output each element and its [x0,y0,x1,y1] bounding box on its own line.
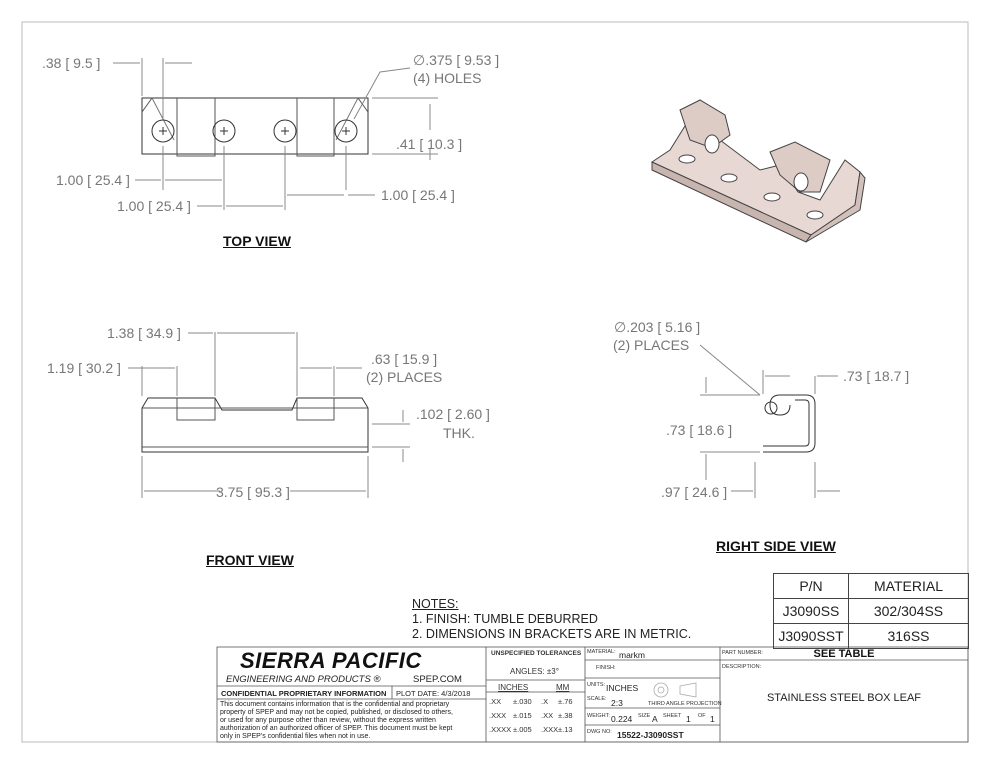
table-header-row [774,574,969,599]
dim-side-base: .97 [ 24.6 ] [661,484,728,500]
sheet-total: 1 [710,714,715,724]
dim-thk: .102 [ 2.60 ] [416,406,490,422]
dim-spacing-a: 1.00 [ 25.4 ] [56,172,130,188]
right-side-view-title: RIGHT SIDE VIEW [716,538,836,554]
units-value: INCHES [606,683,639,693]
projection-label: THIRD ANGLE PROJECTION [648,701,722,707]
company-subtitle: ENGINEERING AND PRODUCTS ® [226,674,381,685]
dim-length: 3.75 [ 95.3 ] [216,484,290,500]
sheet-label: SHEET [663,713,682,719]
notes-heading: NOTES: [412,597,459,611]
dim-pin-dia: ∅.203 [ 5.16 ] [614,319,701,335]
dim-outer: 1.19 [ 30.2 ] [47,360,121,376]
side-profile [763,395,815,452]
dim-side-height: .73 [ 18.6 ] [666,422,733,438]
weight-label: WEIGHT: [587,713,610,719]
table-row [774,599,969,624]
dim-edge-offset: .38 [ 9.5 ] [42,55,101,71]
dim-pin-note: (2) PLACES [613,337,690,353]
isometric-view [652,100,865,242]
tolerance-row: .XXX ±.015 .XX ±.38 [489,711,573,720]
company-website: SPEP.COM [413,674,462,685]
scale-value: 2:3 [611,698,623,708]
dim-hole-dia: ∅.375 [ 9.53 ] [413,52,500,68]
size-label: SIZE [638,713,651,719]
description-value: STAINLESS STEEL BOX LEAF [766,692,922,704]
tolerance-row: .XX ±.030 .X ±.76 [489,697,573,706]
dim-top-height: .41 [ 10.3 ] [396,136,463,152]
dwg-label: DWG NO: [587,729,612,735]
note-item: 2. DIMENSIONS IN BRACKETS ARE IN METRIC. [412,627,692,641]
dim-inner: 1.38 [ 34.9 ] [107,325,181,341]
table-header: P/N [774,574,849,599]
disclaimer: This document contains information that is the confidential and proprietary property of SPEP and may not be copied, published, or disclosed to others, or used for any purpose other than review, without the express written authorization of an authorized officer of SPEP. This document must be kept only in SPEP's confidential files when not in use. [220,701,453,740]
table-cell: 316SS [849,624,969,649]
table-cell: J3090SS [774,599,849,624]
top-view-holes [152,120,357,142]
table-cell: J3090SST [774,624,849,649]
dim-spacing-b: 1.00 [ 25.4 ] [117,198,191,214]
dim-hole-count: (4) HOLES [413,70,482,86]
dim-spacing-c: 1.00 [ 25.4 ] [381,187,455,203]
dwg-number: 15522-J3090SST [617,730,684,740]
top-view-title: TOP VIEW [223,233,291,249]
front-view [128,332,410,498]
description-label: DESCRIPTION: [722,664,762,670]
table-row [774,624,969,649]
front-view-title: FRONT VIEW [206,552,294,568]
mm-head: MM [556,683,570,692]
inches-head: INCHES [498,683,529,692]
weight-value: 0.224 [611,714,633,724]
sheet-value: 1 [686,714,691,724]
of-label: OF [698,713,706,719]
dim-side-width: .73 [ 18.7 ] [843,368,910,384]
projection-icon [652,681,700,701]
note-item: 1. FINISH: TUMBLE DEBURRED [412,612,598,626]
part-number-label: PART NUMBER: [722,650,763,656]
company-name: SIERRA PACIFIC [240,648,422,673]
material-label: MATERIAL: [587,649,616,655]
dim-knuckle-note: (2) PLACES [366,369,443,385]
size-value: A [652,714,658,724]
units-label: UNITS: [587,682,606,688]
part-number-value: SEE TABLE [813,648,875,660]
tolerance-row: .XXXX ±.005 .XXX±.13 [489,725,573,734]
angles: ANGLES: ±3° [510,667,559,676]
plot-date: PLOT DATE: 4/3/2018 [396,689,471,698]
table-cell: 302/304SS [849,599,969,624]
material-value: markm [619,650,645,660]
dim-thk-label: THK. [443,425,475,441]
finish-label: FINISH: [596,665,616,671]
dim-knuckle: .63 [ 15.9 ] [371,351,438,367]
part-material-table [773,573,969,649]
tolerances-title: UNSPECIFIED TOLERANCES [491,650,582,657]
notes [412,597,691,642]
registered-mark: ® [373,674,381,685]
table-header: MATERIAL [849,574,969,599]
scale-label: SCALE: [587,696,607,702]
confidential-label: CONFIDENTIAL PROPRIETARY INFORMATION [221,689,387,698]
